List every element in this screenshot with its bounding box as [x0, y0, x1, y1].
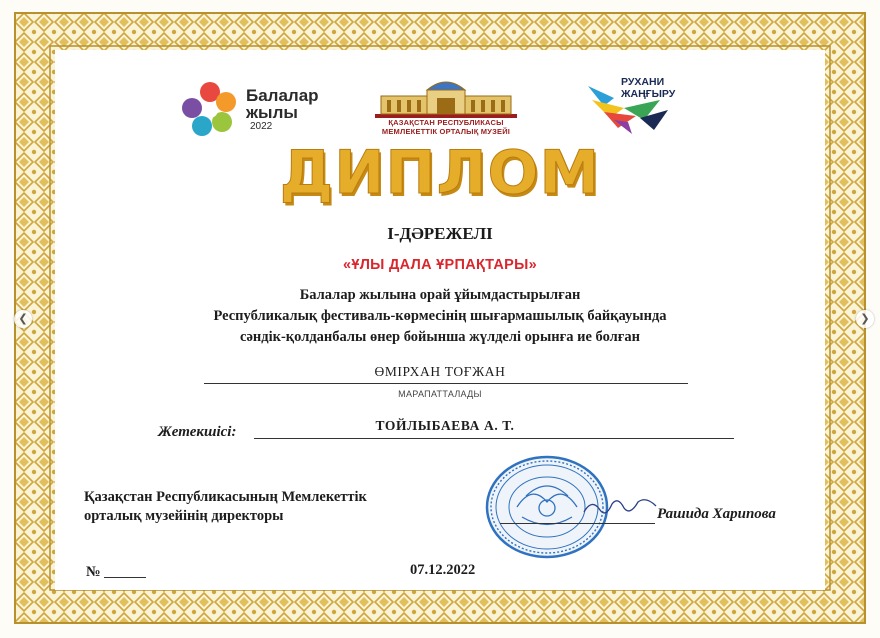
balalar-title-line1: Балалар — [246, 86, 319, 105]
number-underline — [104, 577, 146, 578]
body-line-3: сәндік-қолданбалы өнер бойынша жүлделі орынға ие болған — [240, 329, 640, 345]
balalar-title-line2: жылы — [246, 103, 298, 122]
museum-building-logo — [371, 76, 521, 120]
director-title-line1: Қазақстан Республикасының Мемлекеттік — [84, 489, 367, 505]
signature-underline — [500, 523, 655, 524]
director-title-line2: орталық музейінің директоры — [84, 508, 284, 524]
supervisor-label: Жетекшісі: — [158, 424, 237, 440]
ruhani-title-line2: ЖАҢҒЫРУ — [621, 88, 676, 100]
chevron-left-icon[interactable]: ❮ — [14, 310, 32, 328]
ruhani-bird-logo — [584, 80, 674, 135]
ruhani-title-line1: РУХАНИ — [621, 76, 665, 88]
contest-name: «ҰЛЫ ДАЛА ҰРПАҚТАРЫ» — [342, 257, 537, 273]
winner-name: ӨМІРХАН ТОҒЖАН — [374, 364, 506, 379]
museum-logo-line2: МЕМЛЕКЕТТІК ОРТАЛЫҚ МУЗЕЙІ — [381, 127, 511, 136]
degree-label: І-ДӘРЕЖЕЛІ — [387, 224, 493, 243]
balalar-year: 2022 — [250, 121, 273, 132]
director-name: Рашида Харипова — [657, 506, 776, 522]
museum-logo-line1: ҚАЗАҚСТАН РЕСПУБЛИКАСЫ — [388, 118, 504, 127]
balalar-flower-logo — [180, 80, 240, 140]
body-line-1: Балалар жылына орай ұйымдастырылған — [299, 287, 581, 303]
chevron-right-icon[interactable]: ❯ — [856, 310, 874, 328]
director-signature — [580, 494, 660, 520]
issue-date: 07.12.2022 — [410, 562, 476, 578]
supervisor-name: ТОЙЛЫБАЕВА А. Т. — [375, 418, 515, 433]
body-line-2: Республикалық фестиваль-көрмесінің шығармашылық байқауында — [213, 308, 667, 324]
number-label: № — [86, 564, 101, 580]
winner-underline — [204, 383, 688, 384]
supervisor-underline — [254, 438, 734, 439]
awarded-label: МАРАПАТТАЛАДЫ — [398, 389, 482, 399]
diploma-title: ДИПЛОМ — [279, 138, 601, 208]
